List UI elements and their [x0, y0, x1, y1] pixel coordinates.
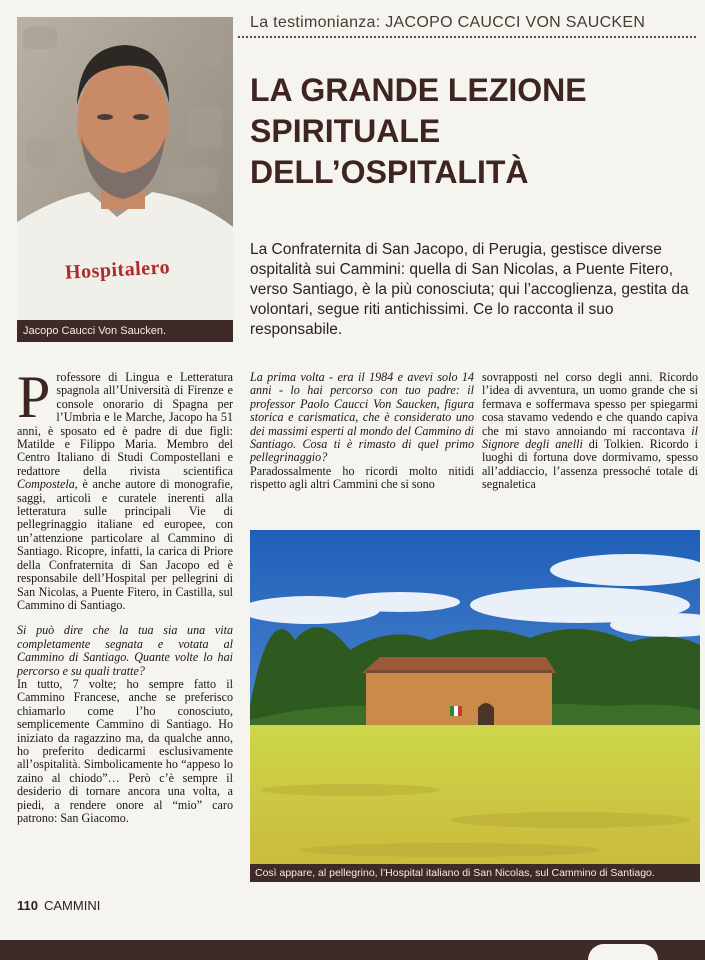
article-title	[250, 70, 690, 193]
text-column-2	[250, 371, 474, 492]
bio-paragraph	[17, 364, 233, 612]
hospital-photo	[250, 530, 700, 882]
text-column-3	[482, 371, 698, 492]
portrait-photo	[17, 17, 233, 342]
book-title: il Signore degli anelli	[482, 423, 698, 452]
article-lead: La Confraternita di San Jacopo, di Perugia, gestisce diverse ospitalità sui Cammini: quella di San Nicolas, a Puente Fitero, verso Santiago, è la più conosciuta; qui l’accoglienza, gestita da volontari, segue riti antichissimi. Ce lo racconta il suo responsabile.	[250, 241, 689, 338]
interview-answer: In tutto, 7 volte; ho sempre fatto il Cammino Francese, anche se preferisco chiamarlo come l’ho conosciuto, semplicemente Cammino di Santiago. Ho iniziato da ragazzino ma, da qualche anno, ho preferito dedicarmi esclusivamente all’ospitalità. Simbolicamente ho “appeso lo zaino al chiodo”… Però c’è sempre il desiderio di tornare ancora una volta, a piedi, a rendere onore al “mio” caro patrono: San Giacomo.	[17, 676, 233, 825]
bio-text-b: , è anche autore di monografie, saggi, articoli e curatele inerenti alla letteratura sulle principali Vie di pellegrinaggio italiane ed europee, con un’attenzione particolare al Cammino di Santiago. Ricopre, infatti, la carica di Priore della Confraternita di San Jacopo ed è responsabile dell’Hospital per pellegrini di San Nicolas, a Puente Fitero, in Castilla, sul Cammino di Santiago.	[17, 477, 233, 612]
title-line-3: DELL’OSPITALITÀ	[250, 154, 529, 190]
page-number: 110	[17, 898, 38, 913]
section-kicker: La testimonianza: JACOPO CAUCCI VON SAUCKEN	[250, 14, 646, 31]
journal-name: Compostela	[17, 477, 75, 492]
drop-cap: P	[17, 364, 51, 430]
title-line-1: LA GRANDE LEZIONE	[250, 72, 587, 108]
answer-text-b: di Tolkien. Ricordo i luoghi di fortuna dove dormivamo, spesso all’addiaccio, l’assenza pressoché totale di segnaletica	[482, 437, 698, 492]
bio-text-a: rofessore di Lingua e Letteratura spagnola all’Università di Firenze e console onorario di Spagna per l’Umbria e le Marche, Jacopo ha 51 anni, è sposato ed è padre di due figli: Matilde e Filippo Maria. Membro del Centro Italiano di Studi Compostellani e redattore della rivista scientifica	[17, 370, 233, 478]
footer-tab	[588, 944, 658, 960]
interview-question: Si può dire che la tua sia una vita completamente segnata e votata al Cammino di Santiago. Quante volte lo hai percorso e su quali tratte?	[17, 623, 233, 678]
interview-answer-continued	[482, 371, 698, 492]
portrait-caption: Jacopo Caucci Von Saucken.	[17, 320, 233, 342]
interview-answer: Paradossalmente ho ricordi molto nitidi rispetto agli altri Cammini che si sono	[250, 463, 474, 492]
magazine-section: CAMMINI	[43, 898, 101, 913]
answer-text-a: sovrapposti nel corso degli anni. Ricordo l’idea di avventura, un uomo grande che si fermava e soffermava spesso per spiegarmi cosa stavamo vedendo e che quando capiva che mi stavo annoiando mi raccontava	[482, 370, 698, 438]
photo-caption: Così appare, al pellegrino, l’Hospital italiano di San Nicolas, sul Cammino di Santiago.	[250, 864, 700, 882]
shirt-print: Hospitalero	[64, 256, 171, 284]
page-folio	[17, 898, 100, 913]
kicker-dotted-rule	[238, 36, 696, 38]
text-column-1	[17, 364, 233, 825]
title-line-2: SPIRITUALE	[250, 113, 441, 149]
interview-question: La prima volta - era il 1984 e avevi solo 14 anni - lo hai percorso con tuo padre: il professor Paolo Caucci Von Saucken, figura storica e carismatica, che è considerato uno dei massimi esperti al mondo del Cammino di Santiago. Cosa ti è rimasto di quel primo pellegrinaggio?	[250, 370, 474, 465]
